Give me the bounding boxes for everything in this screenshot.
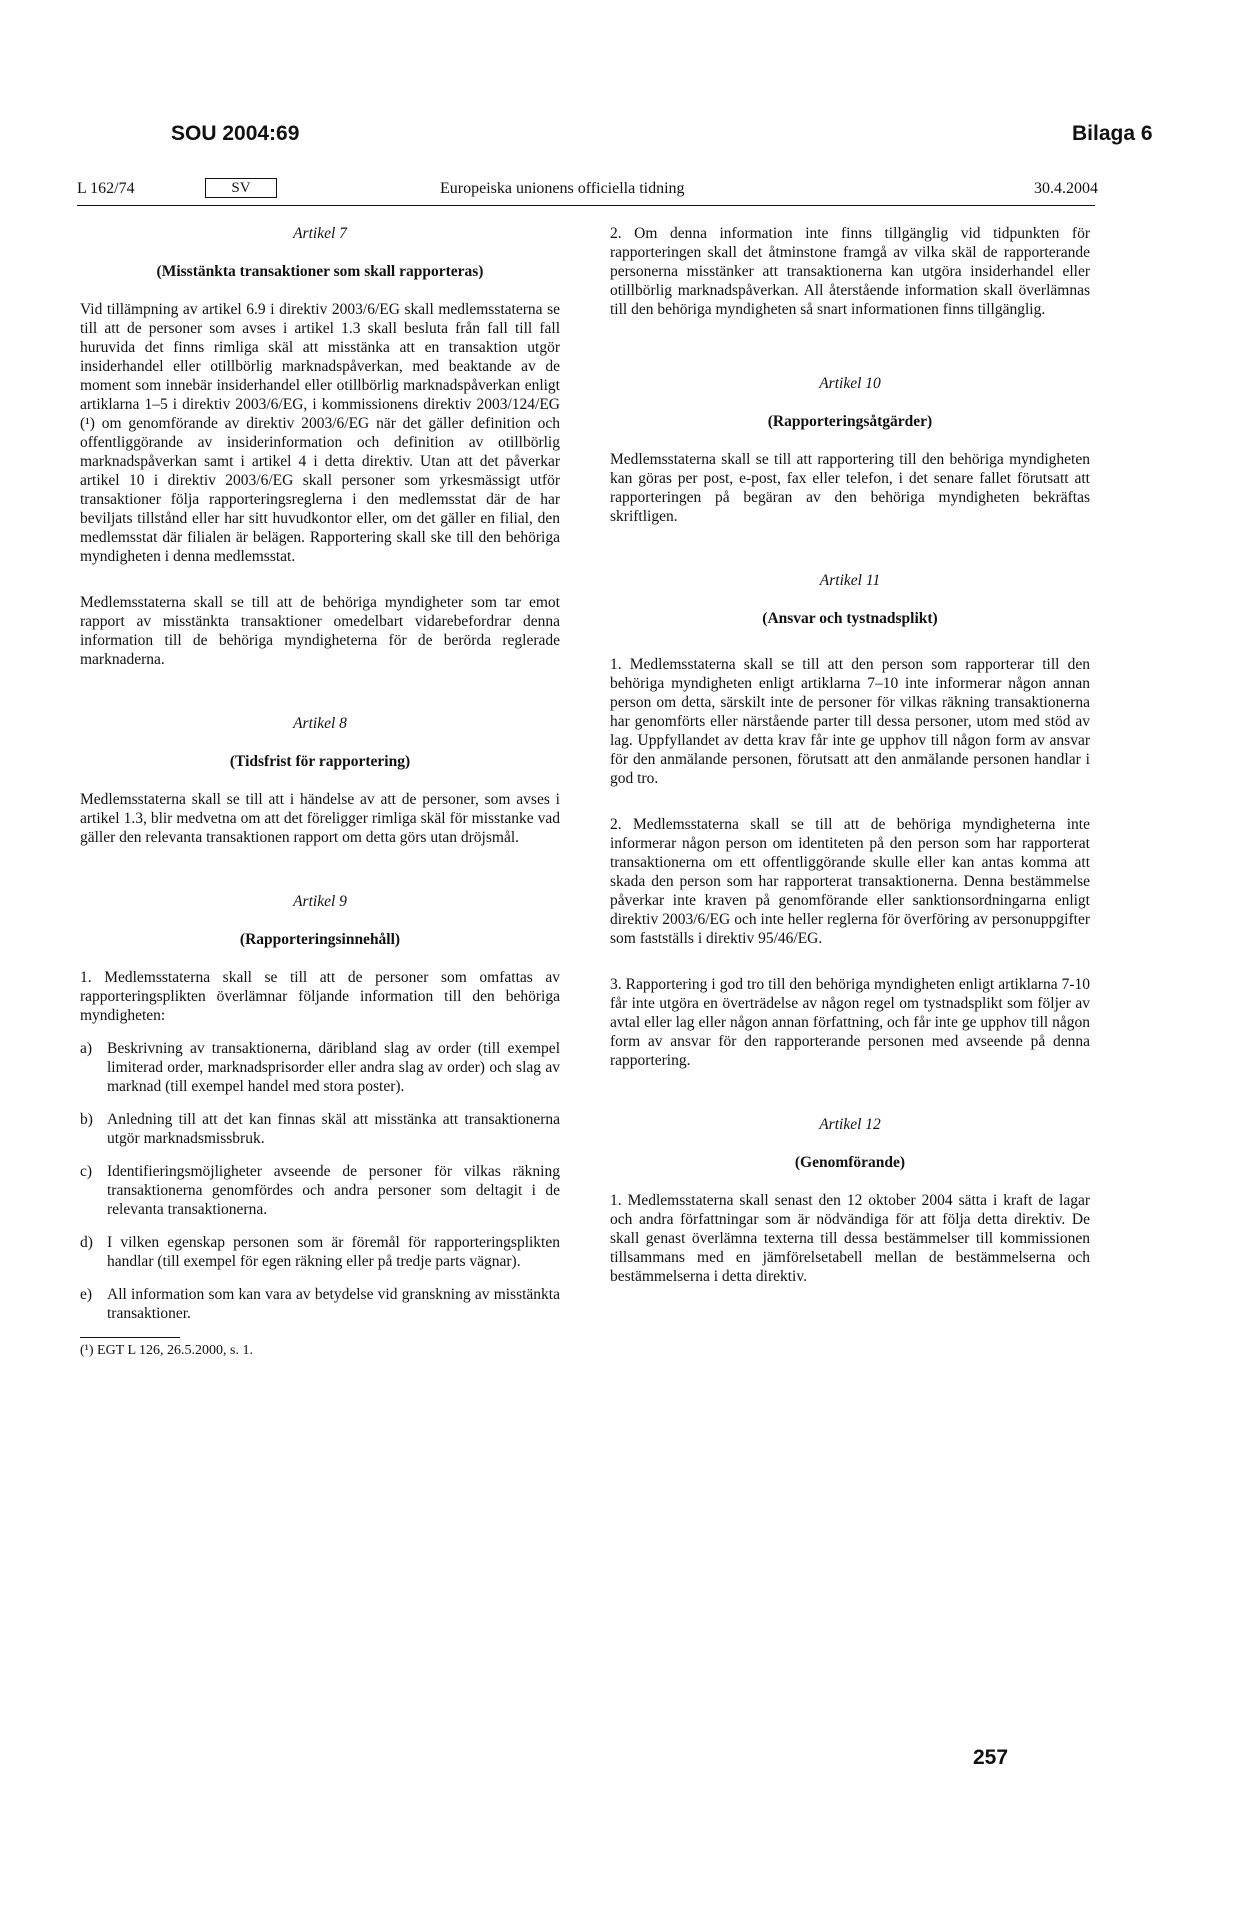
- list-item-label: e): [80, 1286, 93, 1303]
- footnote-rule: [80, 1337, 180, 1338]
- list-item-text: Anledning till att det kan finnas skäl att misstänka att transaktionerna utgör marknadsmissbruk.: [107, 1111, 560, 1147]
- article-11-paragraph-1: 1. Medlemsstaterna skall se till att den person som rapporterar till den behöriga myndigheten enligt artiklarna 7–10 inte informerar någon annan person om detta, särskilt inte de personer för vilkas räkning transaktionerna har genomförts eller närstående parter till dessa personer, utom med stöd av lag. Uppfyllandet av detta krav får inte ge upphov till någon form av ansvar för den anmälande personen, förutsatt att den anmälande personen handlar i god tro.: [610, 656, 1090, 787]
- list-item: [80, 1285, 560, 1323]
- article-11-paragraph-2: 2. Medlemsstaterna skall se till att de behöriga myndigheterna inte informerar någon person om identiteten på den person som har rapporterat transaktionerna om ett offentliggörande skulle eller kan antas komma att skada den person som har rapporterat transaktionerna. Denna bestämmelse påverkar inte kraven på genomförande eller sanktionsordningarna enligt direktiv 2003/6/EG och inte heller reglerna för överföring av personuppgifter som fastställs i direktiv 95/46/EG.: [610, 816, 1090, 947]
- article-10-paragraph-1: Medlemsstaterna skall se till att rapportering till den behöriga myndigheten kan göras per post, e-post, fax eller telefon, i det senare fallet förutsatt att rapporteringen på begäran av den behöriga myndigheten bekräftas skriftligen.: [610, 451, 1090, 525]
- article-7-paragraph-2: Medlemsstaterna skall se till att de behöriga myndigheter som tar emot rapport av misstänkta transaktioner omedelbart vidarebefordrar denna information till de behöriga myndigheterna för de berörda reglerade marknaderna.: [80, 594, 560, 668]
- list-item-label: a): [80, 1040, 93, 1057]
- article-8-paragraph-1: Medlemsstaterna skall se till att i händelse av att de personer, som avses i artikel 1.3, blir medvetna om att det föreligger rimliga skäl för misstanke vad gäller den relevanta transaktionen rapport om detta görs utan dröjsmål.: [80, 791, 560, 846]
- article-12-paragraph-1: 1. Medlemsstaterna skall senast den 12 oktober 2004 sätta i kraft de lagar och andra författningar som är nödvändiga för att följa detta direktiv. De skall genast överlämna texterna till dessa bestämmelser till kommissionen tillsammans med en jämförelsetabell mellan de bestämmelserna och bestämmelserna i detta direktiv.: [610, 1192, 1090, 1285]
- list-item: [80, 1039, 560, 1096]
- journal-date: 30.4.2004: [1034, 180, 1098, 197]
- article-10-number: Artikel 10: [819, 375, 881, 392]
- list-item: [80, 1110, 560, 1148]
- article-7-number: Artikel 7: [293, 225, 347, 242]
- article-9-paragraph-1: 1. Medlemsstaterna skall se till att de personer som omfattas av rapporteringsplikten överlämnar följande information till den behöriga myndigheten:: [80, 969, 560, 1024]
- page-number: 257: [973, 1746, 1009, 1769]
- article-7-title: (Misstänkta transaktioner som skall rapporteras): [156, 263, 484, 280]
- list-item-text: Identifieringsmöjligheter avseende de personer för vilkas räkning transaktionerna genomfördes och andra personer som deltagit i de relevanta transaktionerna.: [107, 1163, 560, 1218]
- article-12-number: Artikel 12: [819, 1116, 881, 1133]
- header-rule: [77, 205, 1095, 206]
- article-8-title: (Tidsfrist för rapportering): [229, 753, 411, 770]
- list-item-text: All information som kan vara av betydelse vid granskning av misstänkta transaktioner.: [107, 1286, 560, 1322]
- article-11-paragraph-3: 3. Rapportering i god tro till den behöriga myndigheten enligt artiklarna 7-10 får inte utgöra en överträdelse av någon regel om tystnadsplikt som följer av avtal eller lag eller någon annan författning, och får inte ge upphov till någon form av ansvar för den rapporterande personen med avseende på denna rapportering.: [610, 976, 1090, 1069]
- article-9-title: (Rapporteringsinnehåll): [239, 931, 401, 948]
- journal-title: Europeiska unionens officiella tidning: [440, 180, 685, 197]
- article-10-title: (Rapporteringsåtgärder): [767, 413, 933, 430]
- list-item: [80, 1233, 560, 1271]
- article-11-number: Artikel 11: [819, 572, 881, 589]
- footnote: (¹) EGT L 126, 26.5.2000, s. 1.: [80, 1343, 253, 1358]
- left-column: [80, 224, 560, 1360]
- article-9-paragraph-2: 2. Om denna information inte finns tillgänglig vid tidpunkten för rapporteringen skall det åtminstone framgå av vilka skäl de rapporterande personerna misstänker att transaktionerna kan utgöra insiderhandel eller otillbörlig marknadspåverkan. All återstående information skall överlämnas till den behöriga myndigheten så snart informationen finns tillgänglig.: [610, 225, 1090, 318]
- list-item-text: Beskrivning av transaktionerna, däribland slag av order (till exempel limiterad order, marknadsprisorder eller andra slag av order) och slag av marknad (till exempel handel med stora poster).: [107, 1040, 560, 1095]
- list-item: [80, 1162, 560, 1219]
- list-item-label: b): [80, 1111, 93, 1128]
- right-column: [610, 224, 1090, 1286]
- language-box: SV: [205, 178, 277, 198]
- annex-label: Bilaga 6: [1072, 122, 1153, 145]
- list-item-label: c): [80, 1163, 93, 1180]
- article-8-number: Artikel 8: [293, 715, 347, 732]
- list-item-label: d): [80, 1234, 93, 1251]
- article-9-number: Artikel 9: [293, 893, 347, 910]
- article-7-paragraph-1: Vid tillämpning av artikel 6.9 i direktiv 2003/6/EG skall medlemsstaterna se till att de personer som avses i artikel 1.3 skall besluta från fall till fall huruvida det finns rimliga skäl att misstänka att en transaktion utgör insiderhandel eller otillbörlig marknadspåverkan, med beaktande av de moment som innebär insiderhandel eller otillbörlig marknadspåverkan enligt artiklarna 1–5 i direktiv 2003/6/EG, i kommissionens direktiv 2003/124/EG (¹) om genomförande av direktiv 2003/6/EG när det gäller definition och offentliggörande av insiderinformation och definition av otillbörlig marknadspåverkan samt i artikel 4 i detta direktiv. Utan att det påverkar artikel 10 i direktiv 2003/6/EG skall personer som yrkesmässigt utför transaktioner följa rapporteringsreglerna i den medlemsstat där de har beviljats tillstånd eller har sitt huvudkontor eller, om det gäller en filial, den medlemsstat där filialen är belägen. Rapportering skall ske till den behöriga myndigheten i denna medlemsstat.: [80, 301, 560, 565]
- journal-page-reference: L 162/74: [77, 180, 135, 197]
- document-series-label: SOU 2004:69: [171, 122, 300, 145]
- article-11-title: (Ansvar och tystnadsplikt): [762, 610, 938, 627]
- list-item-text: I vilken egenskap personen som är föremål för rapporteringsplikten handlar (till exempel för egen räkning eller på tredje parts vägnar).: [107, 1234, 560, 1270]
- article-12-title: (Genomförande): [794, 1154, 906, 1171]
